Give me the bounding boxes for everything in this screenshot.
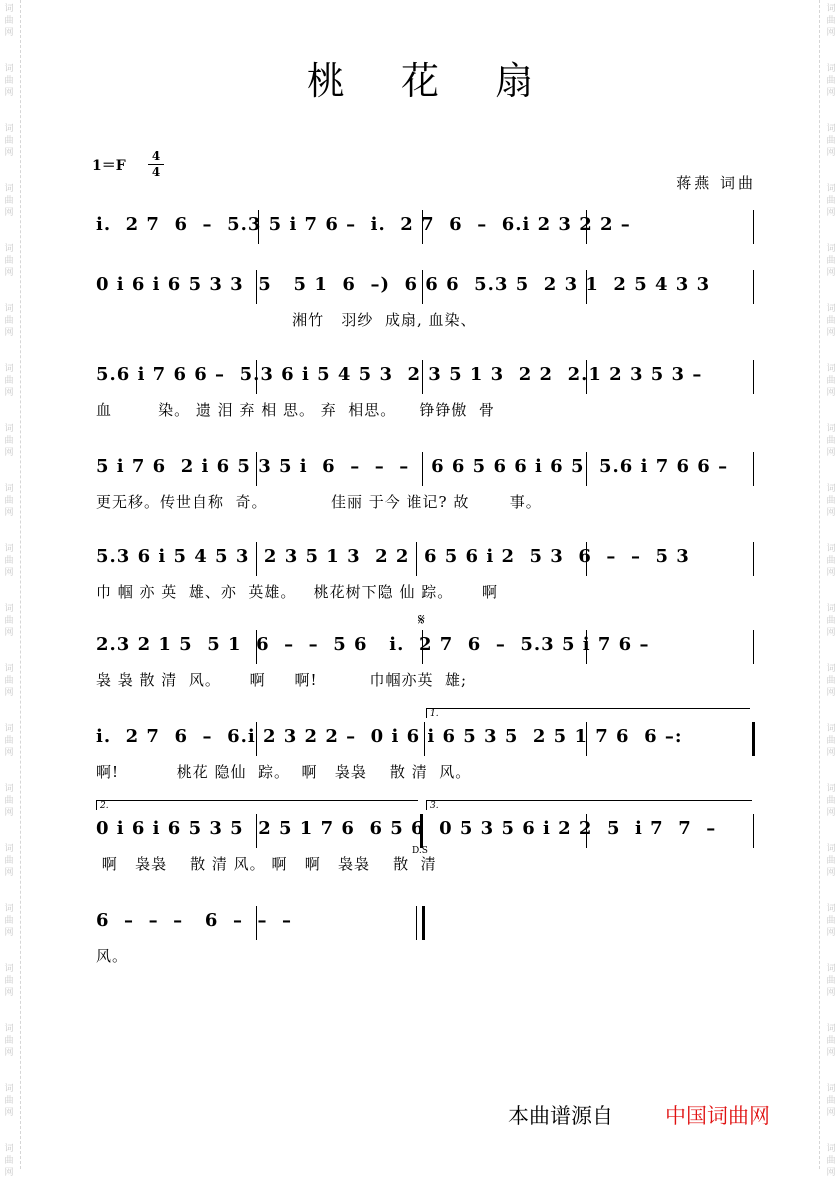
note-line: 5.3 6 i 5 4 5 3 2 3 5 1 3 2 2 6 5 6 i 2 5 3 6 – – 5 3 — [96, 546, 690, 567]
watermark-glyph: 曲 — [4, 616, 14, 626]
watermark-glyph: 词 — [826, 184, 836, 194]
watermark-glyph: 词 — [4, 1084, 14, 1094]
watermark-glyph: 曲 — [4, 1036, 14, 1046]
watermark-glyph: 网 — [826, 688, 836, 698]
watermark-glyph: 曲 — [4, 496, 14, 506]
watermark-glyph: 词 — [4, 964, 14, 974]
watermark-glyph: 曲 — [4, 436, 14, 446]
watermark-glyph: 网 — [4, 448, 14, 458]
watermark-glyph: 网 — [4, 1108, 14, 1118]
watermark-glyph: 曲 — [4, 676, 14, 686]
watermark-glyph: 词 — [826, 484, 836, 494]
watermark-glyph: 曲 — [826, 616, 836, 626]
barline — [753, 542, 754, 576]
time-signature-top: 4 — [151, 149, 161, 163]
watermark-glyph: 网 — [4, 508, 14, 518]
watermark-glyph: 词 — [4, 304, 14, 314]
watermark-glyph: 词 — [826, 544, 836, 554]
watermark-glyph: 曲 — [4, 1156, 14, 1166]
watermark-glyph: 曲 — [826, 1156, 836, 1166]
time-signature-bottom: 4 — [151, 165, 161, 179]
lyric-line: 湘竹 羽纱 成扇, 血染、 — [96, 311, 477, 329]
watermark-glyph: 曲 — [826, 76, 836, 86]
watermark-glyph: 词 — [826, 604, 836, 614]
left-edge-line — [20, 0, 21, 1169]
watermark-glyph: 网 — [826, 1108, 836, 1118]
watermark-glyph: 曲 — [4, 976, 14, 986]
watermark-glyph: 网 — [826, 208, 836, 218]
barline — [753, 814, 754, 848]
song-title: 桃 花 扇 — [306, 59, 556, 103]
note-line: 5.6 i 7 6 6 – 5.3 6 i 5 4 5 3 2 3 5 1 3 2 2 2.1 2 3 5 3 – — [96, 364, 703, 385]
watermark-glyph: 网 — [826, 268, 836, 278]
watermark-glyph: 网 — [826, 928, 836, 938]
barline — [256, 452, 257, 486]
barline — [422, 210, 423, 244]
watermark-glyph: 曲 — [826, 16, 836, 26]
barline — [586, 722, 587, 756]
watermark-glyph: 曲 — [826, 196, 836, 206]
watermark-glyph: 词 — [4, 364, 14, 374]
watermark-glyph: 曲 — [4, 256, 14, 266]
watermark-glyph: 词 — [826, 964, 836, 974]
watermark-glyph: 曲 — [826, 556, 836, 566]
watermark-glyph: 词 — [4, 904, 14, 914]
watermark-glyph: 词 — [826, 364, 836, 374]
watermark-glyph: 网 — [826, 1048, 836, 1058]
watermark-glyph: 网 — [826, 148, 836, 158]
watermark-glyph: 曲 — [4, 916, 14, 926]
watermark-glyph: 词 — [4, 1144, 14, 1154]
watermark-glyph: 曲 — [4, 136, 14, 146]
watermark-glyph: 曲 — [826, 736, 836, 746]
watermark-glyph: 词 — [826, 304, 836, 314]
watermark-glyph: 曲 — [826, 916, 836, 926]
watermark-glyph: 曲 — [826, 256, 836, 266]
watermark-glyph: 网 — [826, 568, 836, 578]
watermark-glyph: 曲 — [4, 796, 14, 806]
watermark-glyph: 词 — [4, 484, 14, 494]
watermark-glyph: 曲 — [826, 376, 836, 386]
barline — [256, 360, 257, 394]
barline — [586, 452, 587, 486]
barline — [256, 722, 257, 756]
watermark-glyph: 词 — [4, 1024, 14, 1034]
barline — [753, 210, 754, 244]
lyric-line: 风。 — [96, 947, 129, 965]
watermark-glyph: 词 — [826, 904, 836, 914]
watermark-glyph: 词 — [826, 124, 836, 134]
barline — [586, 542, 587, 576]
barline — [256, 630, 257, 664]
watermark-glyph: 曲 — [4, 196, 14, 206]
watermark-glyph: 词 — [826, 4, 836, 14]
watermark-glyph: 词 — [826, 244, 836, 254]
watermark-glyph: 词 — [4, 64, 14, 74]
watermark-glyph: 网 — [4, 1168, 14, 1178]
watermark-glyph: 网 — [826, 748, 836, 758]
double-barline — [420, 814, 423, 848]
barline — [586, 210, 587, 244]
watermark-glyph: 曲 — [826, 676, 836, 686]
watermark-glyph: 词 — [826, 724, 836, 734]
watermark-glyph: 曲 — [4, 736, 14, 746]
watermark-glyph: 网 — [826, 448, 836, 458]
watermark-glyph: 网 — [826, 328, 836, 338]
barline — [586, 360, 587, 394]
watermark-glyph: 网 — [4, 928, 14, 938]
watermark-glyph: 词 — [4, 184, 14, 194]
watermark-glyph: 曲 — [4, 316, 14, 326]
right-edge-line — [819, 0, 820, 1169]
barline — [753, 270, 754, 304]
first-ending-bracket: 1. — [426, 708, 750, 718]
barline — [256, 270, 257, 304]
barline — [753, 452, 754, 486]
watermark-glyph: 曲 — [4, 16, 14, 26]
watermark-glyph: 网 — [826, 388, 836, 398]
watermark-glyph: 网 — [4, 568, 14, 578]
third-ending-bracket: 3. — [426, 800, 752, 810]
watermark-glyph: 词 — [4, 604, 14, 614]
watermark-glyph: 网 — [826, 628, 836, 638]
watermark-glyph: 网 — [4, 388, 14, 398]
watermark-glyph: 网 — [4, 88, 14, 98]
watermark-glyph: 网 — [4, 328, 14, 338]
note-line: 6 – – – 6 – – – — [96, 910, 293, 931]
watermark-glyph: 词 — [4, 724, 14, 734]
watermark-glyph: 词 — [826, 784, 836, 794]
watermark-glyph: 网 — [4, 28, 14, 38]
watermark-glyph: 词 — [826, 664, 836, 674]
source-label: 本曲谱源自 — [508, 1104, 613, 1128]
note-line: i. 2 7 6 – 5.3 5 i 7 6 – i. 2 7 6 – 6.i 2 3 2 2 – — [96, 214, 631, 235]
barline — [422, 270, 423, 304]
time-signature — [148, 150, 164, 179]
barline — [256, 814, 257, 848]
watermark-glyph: 网 — [826, 868, 836, 878]
composer-credit: 蒋燕 词曲 — [676, 174, 756, 192]
watermark-glyph: 词 — [4, 244, 14, 254]
watermark-glyph: 词 — [4, 124, 14, 134]
note-line: 5 i 7 6 2 i 6 5 3 5 i 6 – – – 6 6 5 6 6 i 6 5 5.6 i 7 6 6 – — [96, 456, 729, 477]
barline — [422, 630, 423, 664]
watermark-glyph: 曲 — [4, 76, 14, 86]
watermark-glyph: 曲 — [826, 796, 836, 806]
key-signature: 1＝F — [92, 158, 126, 174]
watermark-glyph: 曲 — [826, 436, 836, 446]
barline — [586, 814, 587, 848]
watermark-glyph: 词 — [4, 664, 14, 674]
left-watermark-column — [2, 0, 16, 1178]
watermark-glyph: 网 — [4, 988, 14, 998]
watermark-glyph: 曲 — [4, 556, 14, 566]
final-barline — [422, 906, 425, 940]
watermark-glyph: 网 — [4, 748, 14, 758]
watermark-glyph: 词 — [826, 844, 836, 854]
barline — [586, 630, 587, 664]
lyric-line: 更无移。传世自称 奇。 佳丽 于今 谁记? 故 事。 — [96, 493, 542, 511]
watermark-glyph: 词 — [4, 424, 14, 434]
barline — [256, 906, 257, 940]
barline — [422, 360, 423, 394]
watermark-glyph: 曲 — [826, 1096, 836, 1106]
watermark-glyph: 词 — [826, 1084, 836, 1094]
watermark-glyph: 网 — [826, 988, 836, 998]
lyric-line: 巾 帼 亦 英 雄、亦 英雄。 桃花树下隐 仙 踪。 啊 — [96, 583, 499, 601]
note-line: 0 i 6 i 6 5 3 5 2 5 1 7 6 6 5 6 0 5 3 5 6 i 2 2 5 i 7 7 – — [96, 818, 717, 839]
barline — [753, 630, 754, 664]
watermark-glyph: 网 — [4, 208, 14, 218]
watermark-glyph: 词 — [826, 424, 836, 434]
watermark-glyph: 曲 — [826, 1036, 836, 1046]
note-line: 0 i 6 i 6 5 3 3 5 5 1 6 –) 6 6 6 5.3 5 2 3 1 2 5 4 3 3 — [96, 274, 711, 295]
watermark-glyph: 网 — [826, 88, 836, 98]
watermark-glyph: 网 — [4, 868, 14, 878]
watermark-glyph: 网 — [4, 808, 14, 818]
watermark-glyph: 网 — [4, 1048, 14, 1058]
watermark-glyph: 网 — [826, 808, 836, 818]
watermark-glyph: 词 — [4, 4, 14, 14]
barline — [424, 722, 425, 756]
barline — [416, 542, 417, 576]
watermark-glyph: 曲 — [4, 1096, 14, 1106]
site-name: 中国词曲网 — [665, 1104, 770, 1128]
barline — [416, 906, 417, 940]
lyric-line: 袅 袅 散 清 风。 啊 啊! 巾帼亦英 雄; — [96, 671, 468, 689]
dal-segno-mark: D.S — [412, 846, 428, 856]
watermark-glyph: 词 — [4, 784, 14, 794]
watermark-glyph: 词 — [826, 1024, 836, 1034]
barline — [586, 270, 587, 304]
watermark-glyph: 曲 — [826, 496, 836, 506]
watermark-glyph: 网 — [826, 1168, 836, 1178]
barline — [258, 210, 259, 244]
watermark-glyph: 网 — [826, 28, 836, 38]
source-footer — [508, 1100, 770, 1130]
lyric-line: 啊! 桃花 隐仙 踪。 啊 袅袅 散 清 风。 — [96, 763, 472, 781]
watermark-glyph: 词 — [4, 844, 14, 854]
watermark-glyph: 曲 — [826, 976, 836, 986]
note-line: i. 2 7 6 – 6.i 2 3 2 2 – 0 i 6 i 6 5 3 5 2 5 1 7 6 6 –: — [96, 726, 683, 747]
watermark-glyph: 网 — [4, 268, 14, 278]
watermark-glyph: 网 — [826, 508, 836, 518]
watermark-glyph: 词 — [4, 544, 14, 554]
segno-sign: 𝄋 — [418, 610, 425, 629]
watermark-glyph: 曲 — [826, 856, 836, 866]
barline — [753, 360, 754, 394]
lyric-line: 血 染。 遗 泪 弃 相 思。 弃 相思。 铮铮傲 骨 — [96, 401, 495, 419]
watermark-glyph: 词 — [826, 1144, 836, 1154]
barline — [256, 542, 257, 576]
note-line: 2.3 2 1 5 5 1 6 – – 5 6 i. 2 7 6 – 5.3 5 i 7 6 – — [96, 634, 650, 655]
watermark-glyph: 词 — [826, 64, 836, 74]
second-ending-bracket: 2. — [96, 800, 418, 810]
barline — [422, 452, 423, 486]
repeat-end-barline — [752, 722, 755, 756]
watermark-glyph: 网 — [4, 148, 14, 158]
watermark-glyph: 曲 — [4, 376, 14, 386]
watermark-glyph: 曲 — [4, 856, 14, 866]
lyric-line: 啊 袅袅 散 清 风。 啊 啊 袅袅 散 清 — [96, 855, 437, 873]
right-watermark-column — [824, 0, 838, 1178]
watermark-glyph: 曲 — [826, 136, 836, 146]
watermark-glyph: 网 — [4, 628, 14, 638]
watermark-glyph: 网 — [4, 688, 14, 698]
watermark-glyph: 曲 — [826, 316, 836, 326]
